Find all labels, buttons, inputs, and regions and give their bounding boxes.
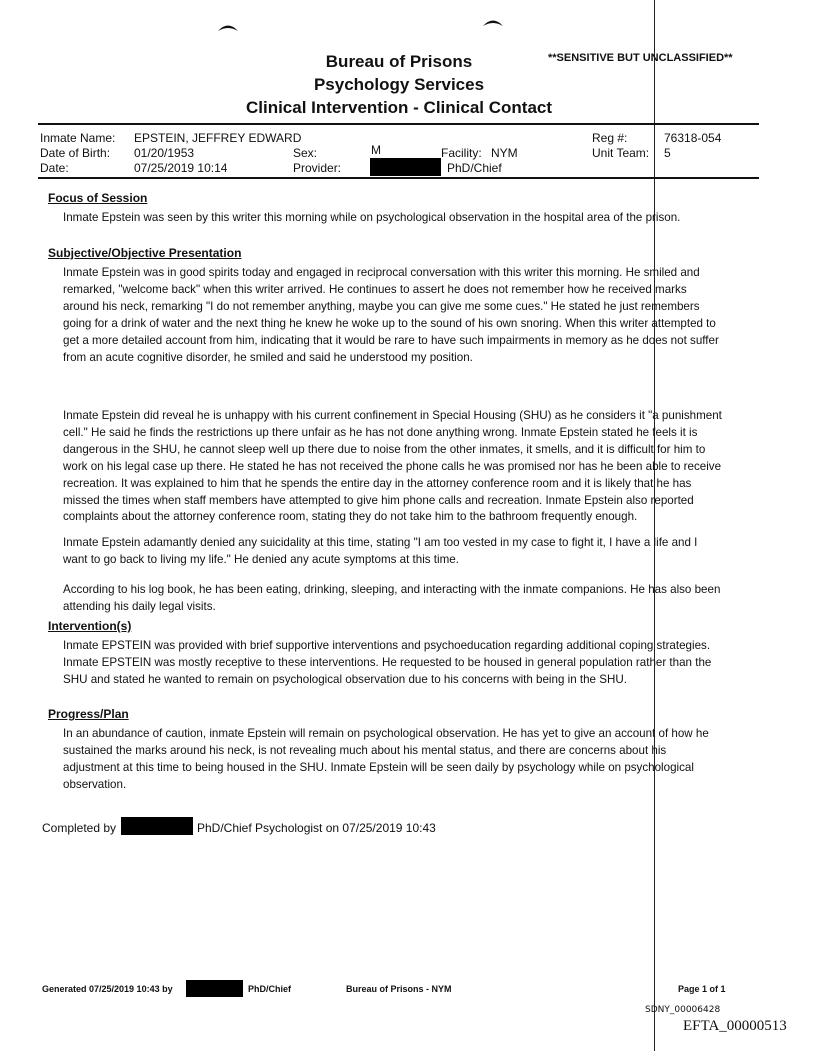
page-number: Page 1 of 1 (678, 984, 726, 994)
page-title: Bureau of Prisons (325, 52, 473, 71)
dob-label: Date of Birth: (40, 146, 111, 160)
dob-value: 01/20/1953 (134, 146, 195, 160)
provider-label: Provider: (293, 161, 342, 175)
provider-title: PhD/Chief (447, 161, 502, 175)
generated-title: PhD/Chief (248, 984, 292, 994)
subjective-paragraph-1: Inmate Epstein was in good spirits today and engaged in reciprocal conversation with this writer this morning. He smiled and remarked, "welcome back" when this writer arrived. He continues to assert he does not remember how he received marks around his neck, remarking "I do not remember anything, maybe you can give me some cues." He stated he just remembers going for a drink of water and the next thing he knew he woke up to the sound of his own snoring. When this writer attempted to get a more detailed account from him, indicating that it would be rare to have such impairments in memory as he does not suffer from an acute cognitive disorder, he smiled and said he understood my position. (63, 266, 719, 364)
punch-hole-mark (217, 22, 239, 32)
redaction-box (186, 980, 243, 997)
unit-team-value: 5 (664, 146, 671, 160)
focus-text: Inmate Epstein was seen by this writer this morning while on psychological observation in the hospital area of the prison. (63, 211, 681, 224)
efta-number: EFTA_00000513 (683, 1018, 787, 1034)
page-subtitle: Psychology Services (313, 75, 485, 94)
progress-text: In an abundance of caution, inmate Epstein will remain on psychological observation. He has yet to give an account of how he sustained the marks around his neck, is not revealing much about his mental status, and there are concerns about his adjustment at this time to being housed in the SHU. Inmate Epstein will be seen daily by psychology while on psychological observation. (63, 727, 709, 791)
subjective-paragraph-3: Inmate Epstein adamantly denied any suicidality at this time, stating "I am too vested in my case to fight it, I have a life and I want to go back to living my life." He denied any acute symptoms at this time. (63, 536, 698, 566)
date-value: 07/25/2019 10:14 (134, 161, 228, 175)
punch-hole-mark (482, 17, 504, 27)
form-title: Clinical Intervention - Clinical Contact (245, 98, 553, 117)
subjective-paragraph-2: Inmate Epstein did reveal he is unhappy with his current confinement in Special Housing (SHU) as he considers it "a punishment cell." He said he finds the restrictions up there unfair as he has not done anything wrong. Inmate Epstein stated he feels it is dangerous in the SHU, he cannot sleep well up there due to noise from the other inmates, it smells, and it is difficult for him to work on his legal case up there. He stated he has not received the phone calls he was promised nor has he been able to receive recreation. It was explained to him that he spends the entire day in the attorney conference room and it is likely that he has missed the times when staff members have attempted to give him phone calls and recreation. Inmate Epstein also reported complaints about the attorney conference room, stating they do not take him to the bathroom frequently enough. (63, 409, 722, 524)
facility-value: NYM (491, 146, 518, 160)
facility-label: Facility: (441, 146, 482, 160)
generated-label: Generated 07/25/2019 10:43 by (42, 984, 173, 994)
completed-by-label: Completed by (42, 821, 117, 835)
unit-team-label: Unit Team: (592, 146, 650, 160)
bates-number: SDNY_00006428 (645, 1005, 721, 1015)
footer-facility: Bureau of Prisons - NYM (346, 984, 452, 994)
signature-line: PhD/Chief Psychologist on 07/25/2019 10:43 (197, 821, 436, 835)
subjective-heading: Subjective/Objective Presentation (48, 246, 242, 260)
redaction-box (121, 817, 193, 835)
header-rule-bottom (38, 177, 759, 179)
reg-label: Reg #: (592, 131, 628, 145)
focus-heading: Focus of Session (48, 191, 148, 205)
intervention-heading: Intervention(s) (48, 619, 132, 633)
intervention-text: Inmate EPSTEIN was provided with brief supportive interventions and psychoeducation regarding additional coping strategies. Inmate EPSTEIN was mostly receptive to these interventions. He requested to be housed in general population rather than the SHU and stated he wanted to remain on psychological observation due to his concerns with being in the SHU. (63, 639, 712, 686)
inmate-name-label: Inmate Name: (40, 131, 116, 145)
progress-heading: Progress/Plan (48, 707, 129, 721)
classification-marking: **SENSITIVE BUT UNCLASSIFIED** (548, 52, 733, 64)
header-rule-top (38, 123, 759, 125)
sex-label: Sex: (293, 146, 318, 160)
sex-value: M (371, 143, 381, 157)
subjective-paragraph-4: According to his log book, he has been eating, drinking, sleeping, and interacting with the inmate companions. He has also been attending his daily legal visits. (63, 583, 721, 613)
date-label: Date: (40, 161, 69, 175)
redaction-box (370, 158, 441, 176)
reg-value: 76318-054 (664, 131, 722, 145)
inmate-name-value: EPSTEIN, JEFFREY EDWARD (134, 131, 302, 145)
